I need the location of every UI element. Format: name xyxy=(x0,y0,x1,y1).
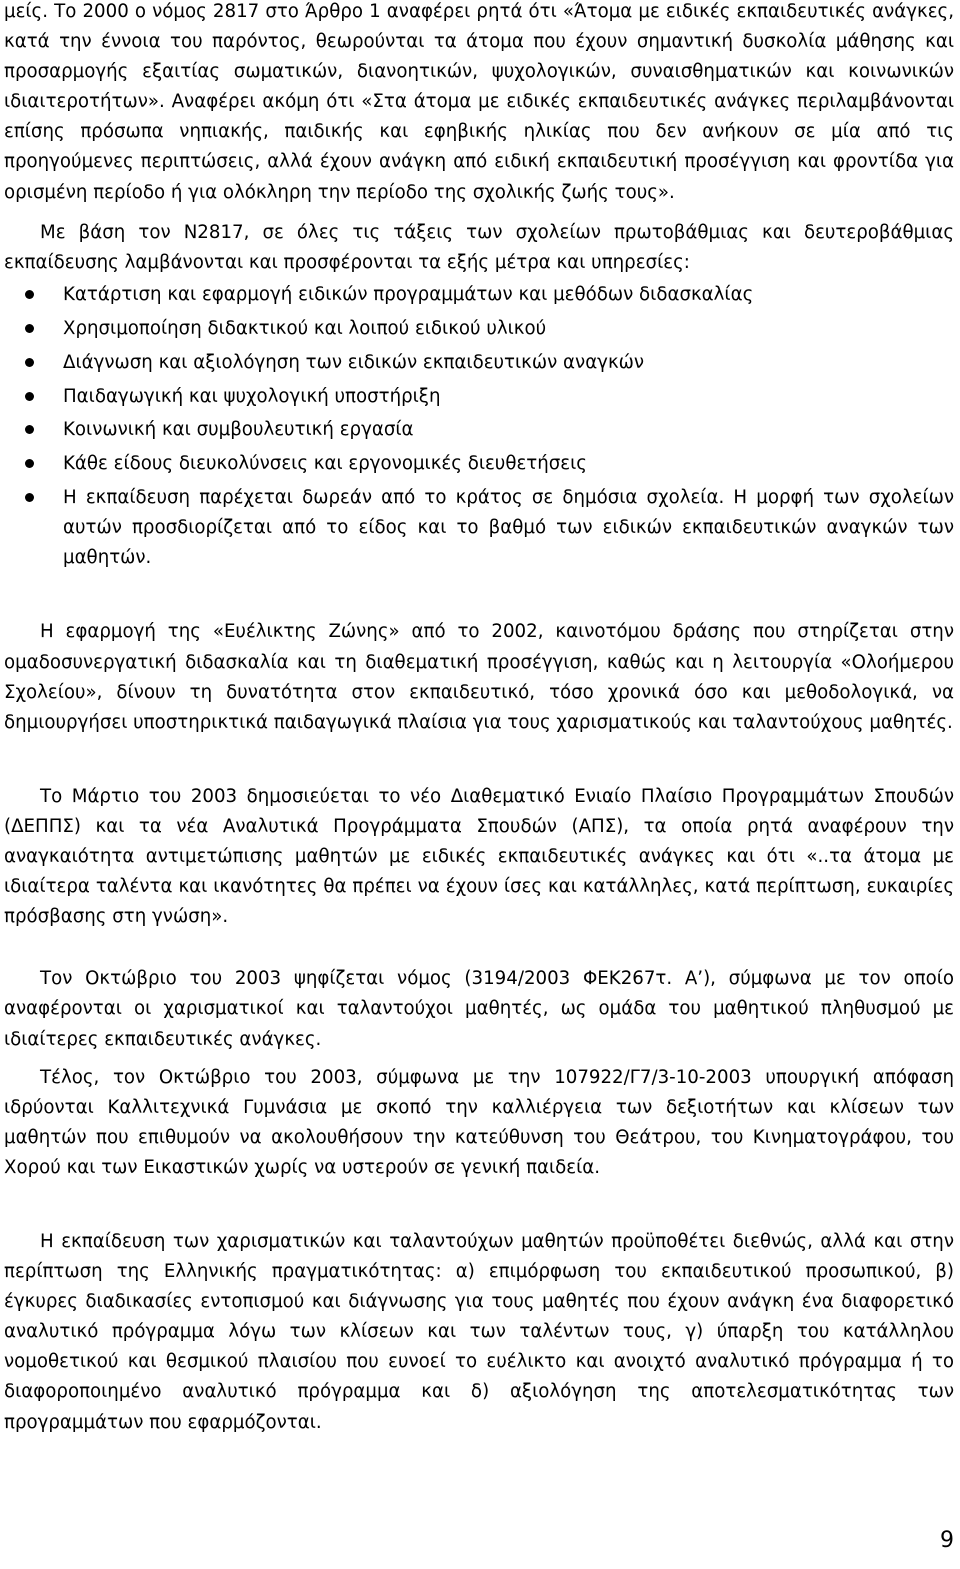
intro-paragraph: μείς. Το 2000 ο νόμος 2817 στο Άρθρο 1 αναφέρει ρητά ότι «Άτομα με ειδικές εκπαιδευτικές ανάγκες, κατά την έννοια του παρόντος, θεωρούνται τα άτομα που έχουν σημαντική δυσκολία μάθησης και προσαρμογής εξαιτίας σωματικών, διανοητικών, ψυχολογικών, συναισθηματικών και κοινωνικών ιδιαιτεροτήτων». Αναφέρει ακόμη ότι «Στα άτομα με ειδικές εκπαιδευτικές ανάγκες περιλαμβάνονται επίσης πρόσωπα νηπιακής, παιδικής και εφηβικής ηλικίας που δεν ανήκουν σε μία από τις προηγούμενες περιπτώσεις, αλλά έχουν ανάγκη από ειδική εκπαιδευτική προσέγγιση και φροντίδα για ορισμένη περίοδο ή για ολόκληρη την περίοδο της σχολικής ζωής τους». xyxy=(4,1,954,203)
bullet-icon xyxy=(25,425,34,434)
bullet-icon xyxy=(25,493,34,502)
list-item: Κατάρτιση και εφαρμογή ειδικών προγραμμάτων και μεθόδων διδασκαλίας xyxy=(4,280,954,310)
art-schools-paragraph: Τέλος, τον Οκτώβριο του 2003, σύμφωνα με την 107922/Γ7/3-10-2003 υπουργική απόφαση ιδρύονται Καλλιτεχνικά Γυμνάσια με σκοπό την καλλιέργεια των δεξιοτήτων και κλίσεων των μαθητών που επιθυμούν να ακολουθήσουν την κατεύθυνση του Θεάτρου, του Κινηματογράφου, του Χορού και των Εικαστικών χωρίς να υστερούν σε γενική παιδεία. xyxy=(4,1066,954,1178)
closing-paragraph: Η εκπαίδευση των χαρισματικών και ταλαντούχων μαθητών προϋποθέτει διεθνώς, αλλά και στην περίπτωση της Ελληνικής πραγματικότητας: α) επιμόρφωση του εκπαιδευτικού προσωπικού, β) έγκυρες διαδικασίες εντοπισμού και διάγνωσης για τους μαθητές που έχουν ανάγκη ένα διαφορετικό αναλυτικό πρόγραμμα λόγω των κλίσεων και των ταλέντων τους, γ) ύπαρξη του κατάλληλου νομοθετικού και θεσμικού πλαισίου που ευνοεί το ευέλικτο και ανοιχτό αναλυτικό πρόγραμμα ή το διαφοροποιημένο αναλυτικό πρόγραμμα και δ) αξιολόγηση της αποτελεσματικότητας των προγραμμάτων που εφαρμόζονται. xyxy=(4,1230,954,1433)
page-number: 9 xyxy=(940,1528,954,1553)
flexible-zone-paragraph: Η εφαρμογή της «Ευέλικτης Ζώνης» από το 2002, καινοτόμου δράσης που στηρίζεται στην ομαδοσυνεργατική διδασκαλία και τη διαθεματική προσέγγιση, καθώς και η λειτουργία «Ολοήμερου Σχολείου», δίνουν τη δυνατότητα στον εκπαιδευτικό, τόσο χρονικά όσο και μεθοδολογικά, να δημιουργήσει υποστηρικτικά παιδαγωγικά πλαίσια για τους χαρισματικούς και ταλαντούχους μαθητές. xyxy=(4,621,954,733)
list-item: Κάθε είδους διευκολύνσεις και εργονομικές διευθετήσεις xyxy=(4,449,954,479)
bullet-icon xyxy=(25,392,34,401)
document-page xyxy=(4,0,954,1438)
list-item: Παιδαγωγική και ψυχολογική υποστήριξη xyxy=(4,382,954,412)
list-item: Κοινωνική και συμβουλευτική εργασία xyxy=(4,415,954,445)
bullet-icon xyxy=(25,358,34,367)
bullet-icon xyxy=(25,290,34,299)
list-item: Η εκπαίδευση παρέχεται δωρεάν από το κράτος σε δημόσια σχολεία. Η μορφή των σχολείων αυτών προσδιορίζεται από το είδος και το βαθμό των ειδικών εκπαιδευτικών αναγκών των μαθητών. xyxy=(4,483,954,573)
list-item: Διάγνωση και αξιολόγηση των ειδικών εκπαιδευτικών αναγκών xyxy=(4,348,954,378)
bullet-icon xyxy=(25,324,34,333)
law-3194-paragraph: Τον Οκτώβριο του 2003 ψηφίζεται νόμος (3194/2003 ΦΕΚ267τ. Α’), σύμφωνα με τον οποίο αναφέρονται οι χαρισματικοί και ταλαντούχοι μαθητές, ως ομάδα του μαθητικού πληθυσμού με ιδιαίτερες εκπαιδευτικές ανάγκες. xyxy=(4,968,954,1050)
list-item: Χρησιμοποίηση διδακτικού και λοιπού ειδικού υλικού xyxy=(4,314,954,344)
measures-list xyxy=(4,280,954,574)
bullet-icon xyxy=(25,459,34,468)
deppps-paragraph: Το Μάρτιο του 2003 δημοσιεύεται το νέο Διαθεματικό Ενιαίο Πλαίσιο Προγραμμάτων Σπουδών (ΔΕΠΠΣ) και τα νέα Αναλυτικά Προγράμματα Σπουδών (ΑΠΣ), τα οποία ρητά αναφέρουν την αναγκαιότητα αντιμετώπισης μαθητών με ειδικές εκπαιδευτικές ανάγκες και ότι «..τα άτομα με ιδιαίτερα ταλέντα και ικανότητες θα πρέπει να έχουν ίσες και κατάλληλες, κατά περίπτωση, ευκαιρίες πρόσβασης στη γνώση». xyxy=(4,785,954,928)
measures-intro-paragraph: Με βάση τον Ν2817, σε όλες τις τάξεις των σχολείων πρωτοβάθμιας και δευτεροβάθμιας εκπαίδευσης λαμβάνονται και προσφέρονται τα εξής μέτρα και υπηρεσίες: xyxy=(4,221,954,273)
